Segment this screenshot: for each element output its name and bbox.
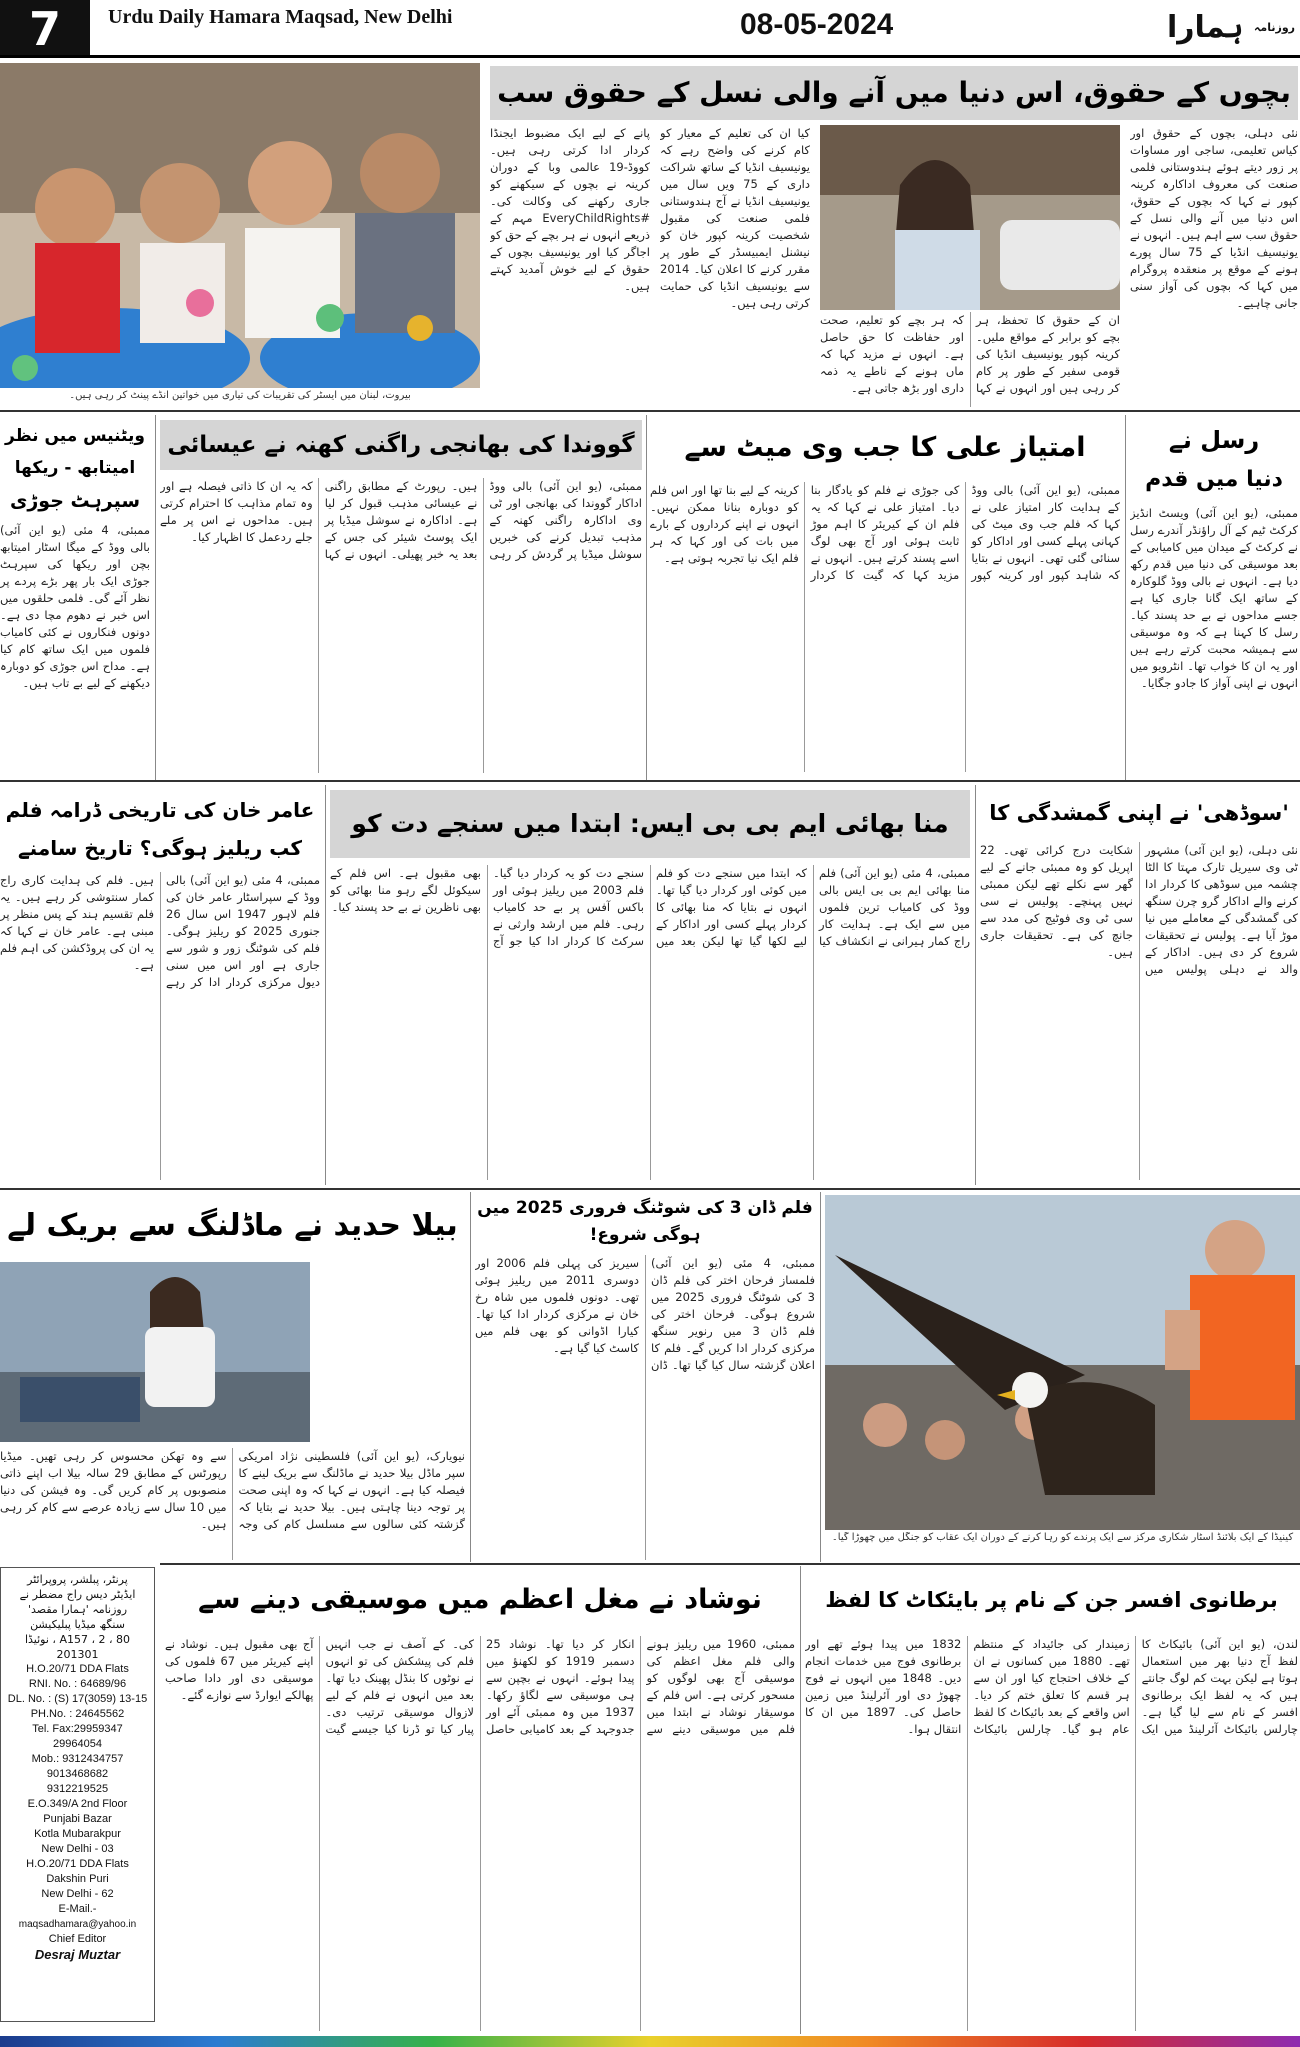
story5-headline-3: سپرہٹ جوڑی: [9, 490, 141, 512]
tel-fax-2: 29964054: [53, 1738, 102, 1750]
story4-body: ممبئی، (یو این آئی) بالی ووڈ اداکار گووندا کی بھانجی اور ٹی وی اداکارہ راگنی کھنہ کے مذہب تبدیل کرنے کی خبریں سوشل میڈیا پر گردش کر رہی ہیں۔ رپورٹ کے مطابق راگنی نے عیسائی مذہب قبول کر لیا ہے۔ اداکارہ نے سوشل میڈیا پر ایک پوسٹ شیئر کی جس کے بعد یہ خبر پھیلی۔ انہوں نے کہا کہ یہ ان کا ذاتی فیصلہ ہے اور وہ تمام مذاہب کا احترام کرتی ہیں۔ مداحوں نے اس پر ملے جلے ردعمل کا اظہار کیا۔: [160, 479, 642, 561]
brand-logo: [1080, 4, 1295, 52]
imprint-box: [0, 1567, 155, 2022]
story5-headline-1: ویٹنیس میں نظر: [5, 426, 145, 446]
story3-headline: امتیاز علی کا جب وی میٹ سے: [684, 432, 1086, 463]
story7-headline: منا بھائی ایم بی بی ایس: ابتدا میں سنجے دت کو: [330, 790, 970, 858]
editor-role: Chief Editor: [48, 1933, 107, 1945]
easter-eggs-image: [0, 63, 480, 388]
editor-name: Desraj Muztar: [34, 1947, 121, 1962]
story7-body: ممبئی، 4 مئی (یو این آئی) فلم منا بھائی ایم بی بی ایس بالی ووڈ کی کامیاب ترین فلموں میں سے ایک ہے۔ ہدایت کار راج کمار ہیرانی نے انکشاف کیا کہ ابتدا میں سنجے دت کو فلم میں کوئی اور کردار دیا گیا تھا۔ انہوں نے بتایا کہ منا بھائی کا کردار پہلے کسی اور اداکار کے لیے لکھا گیا تھا لیکن بعد میں سنجے دت کو یہ کردار دیا گیا۔ فلم 2003 میں ریلیز ہوئی اور باکس آفس پر بے حد کامیاب رہی۔ فلم میں ارشد وارثی نے سرکٹ کا کردار ادا کیا جو آج بھی مقبول ہے۔ اس فلم کے سیکوئل لگے رہو منا بھائی کو بھی ناظرین نے بے حد پسند کیا۔: [330, 866, 970, 948]
story12-headline: برطانوی افسر جن کے نام پر بایئکاٹ کا لفظ: [825, 1588, 1278, 1612]
story2-headline-2: دنیا میں قدم: [1145, 467, 1283, 492]
story13-headline: نوشاد نے مغل اعظم میں موسیقی دینے سے: [198, 1584, 762, 1615]
page-number: 7: [0, 0, 90, 58]
office-address: New Delhi - 62: [41, 1888, 114, 1900]
imprint-line: سنگھ میڈیا پبلیکیشن: [30, 1618, 125, 1631]
bottom-color-bar: [0, 2036, 1300, 2047]
story8-headline: 'سوڈھی' نے اپنی گمشدگی کا: [989, 801, 1289, 825]
divider: [325, 785, 326, 1185]
story1-headline: بچوں کے حقوق، اس دنیا میں آنے والی نسل کے حقوق سب: [490, 66, 1298, 120]
divider: [160, 1563, 1300, 1565]
divider: [0, 780, 1300, 782]
story9-body: نیویارک، (یو این آئی) فلسطینی نژاد امریکی سپر ماڈل بیلا حدید نے ماڈلنگ سے بریک لینے کا فیصلہ کیا ہے۔ انہوں نے کہا کہ وہ اپنی صحت پر توجہ دینا چاہتی ہیں۔ بیلا حدید نے بتایا کہ گزشتہ کئی سالوں سے مسلسل کام کی وجہ سے وہ تھکن محسوس کر رہی تھیں۔ میڈیا رپورٹس کے مطابق 29 سالہ بیلا اب اپنے ذاتی منصوبوں پر کام کریں گی۔ وہ فیشن کی دنیا میں 10 سال سے زیادہ عرصے سے کام کر رہی ہیں۔: [0, 1449, 465, 1531]
divider: [975, 785, 976, 1185]
story1-col4: پانے کے لیے ایک مضبوط ایجنڈا کردار ادا کرتی رہی ہیں۔ کووڈ-19 عالمی وبا کے دوران کرینہ نے بچوں کے سیکھنے کو جاری رکھنے کی وکالت کی۔ #EveryChildRights مہم کے ذریعے انہوں نے ہر بچے کے حق کو اجاگر کیا اور یونیسیف بچوں کے حقوق کے لیے خوش آمدید کہتے ہیں۔: [490, 126, 650, 293]
story2-body: ممبئی، (یو این آئی) ویسٹ انڈیز کرکٹ ٹیم کے آل راؤنڈر آندرے رسل نے کرکٹ کے میدان میں کامیابی کے بعد موسیقی کی دنیا میں قدم رکھ دیا ہے۔ انہوں نے بالی ووڈ گلوکارہ کے ساتھ ایک گانا جاری کیا ہے جسے مداحوں نے بے حد پسند کیا۔ رسل کا کہنا ہے کہ وہ موسیقی سے ہمیشہ محبت کرتے رہے ہیں اور یہ ان کا خواب تھا۔ انٹرویو میں انہوں نے اپنی آواز کا جادو جگایا۔: [1130, 506, 1298, 690]
divider: [470, 1192, 471, 1562]
dl-number: DL. No. : (S) 17(3059) 13-15: [7, 1693, 148, 1705]
divider: [820, 1192, 821, 1562]
publication-date: 08-05-2024: [740, 8, 894, 41]
story5-body: ممبئی، 4 مئی (یو این آئی) بالی ووڈ کے میگا اسٹار امیتابھ بچن اور ریکھا کی سپرہٹ جوڑی ایک بار پھر بڑے پردے پر نظر آئے گی۔ فلمی حلقوں میں اس خبر نے دھوم مچا دی ہے۔ دونوں فنکاروں نے کئی کامیاب فلموں میں ایک ساتھ کام کیا ہے۔ مداح اس جوڑی کو دوبارہ دیکھنے کے لیے بے تاب ہیں۔: [0, 523, 150, 690]
divider: [155, 415, 156, 780]
eagle-photo-caption: کینیڈا کے ایک بلائنڈ اسٹار شکاری مرکز سے ایک پرندے کو رہا کرنے کے دوران ایک عقاب کو جنگل میں چھوڑا گیا۔: [831, 1532, 1294, 1543]
story12-body: لندن، (یو این آئی) بائیکاٹ کا لفظ آج دنیا بھر میں استعمال ہوتا ہے لیکن بہت کم لوگ جانتے ہیں کہ یہ لفظ ایک برطانوی افسر کے نام سے لیا گیا ہے۔ چارلس بائیکاٹ آئرلینڈ میں ایک زمیندار کی جائیداد کے منتظم تھے۔ 1880 میں کسانوں نے ان کے خلاف احتجاج کیا اور ان سے ہر قسم کا تعلق ختم کر دیا۔ اس واقعے کے بعد بائیکاٹ کا لفظ عام ہو گیا۔ چارلس بائیکاٹ 1832 میں پیدا ہوئے تھے اور برطانوی فوج میں خدمات انجام دیں۔ 1848 میں انہوں نے فوج چھوڑ دی اور آئرلینڈ میں زمین حاصل کی۔ 1897 میں ان کا انتقال ہوا۔: [805, 1637, 1298, 1736]
imprint-line: روزنامہ 'ہمارا مقصد': [27, 1603, 128, 1616]
imprint-line: ایڈیٹر دیس راج مضطر نے: [19, 1588, 136, 1601]
phone-number: PH.No. : 24645562: [30, 1708, 125, 1720]
story13-body: ممبئی، 1960 میں ریلیز ہونے والی فلم مغل اعظم کی موسیقی آج بھی لوگوں کو مسحور کرتی ہے۔ اس فلم کے موسیقار نوشاد نے ابتدا میں فلم میں موسیقی دینے سے انکار کر دیا تھا۔ نوشاد 25 دسمبر 1919 کو لکھنؤ میں پیدا ہوئے۔ انہوں نے بچپن سے ہی موسیقی سے لگاؤ رکھا۔ 1937 میں وہ ممبئی آئے اور جدوجہد کے بعد کامیابی حاصل کی۔ کے آصف نے جب انہیں فلم کی پیشکش کی تو انہوں نے نوٹوں کا بنڈل پھینک دیا تھا۔ بعد میں انہوں نے فلم کے لیے لازوال موسیقی ترتیب دی۔ پیار کیا تو ڈرنا کیا جیسے گیت آج بھی مقبول ہیں۔ نوشاد نے اپنے کیریئر میں 67 فلموں کی موسیقی دی اور دادا صاحب پھالکے ایوارڈ سے نوازے گئے۔: [165, 1637, 795, 1736]
story1-col1: نئی دہلی، بچوں کے حقوق اور کیاس تعلیمی، ساجی اور مساوات پر زور دیتے ہوئے ہندوستانی فلمی صنعت کی معروف اداکارہ کرینہ کپور نے کہا کہ بچوں کے حقوق، اس دنیا میں آنے والی نسل کے حقوق سب سے اہم ہیں۔ انہوں نے یونیسیف انڈیا کے 75 سال پورے ہونے کے موقع پر منعقدہ پروگرام میں کہا کہ بچوں کی آواز سنی جانی چاہیے۔: [1130, 126, 1298, 310]
brand-sub: روزنامہ: [1253, 21, 1295, 34]
eagle-image: [825, 1195, 1300, 1530]
office-address: H.O.20/71 DDA Flats: [26, 1858, 129, 1870]
story10-body: ممبئی، 4 مئی (یو این آئی) فلمساز فرحان اختر کی فلم ڈان 3 کی شوٹنگ فروری 2025 میں شروع ہوگی۔ فرحان اختر کی فلم ڈان 3 میں رنویر سنگھ مرکزی کردار ادا کریں گے۔ فلم کا اعلان گزشتہ سال کیا گیا تھا۔ ڈان سیریز کی پہلی فلم 2006 اور دوسری 2011 میں ریلیز ہوئی تھی۔ دونوں فلموں میں شاہ رخ خان نے مرکزی کردار ادا کیا تھا۔ کیارا اڈوانی کو بھی فلم میں کاسٹ کیا گیا ہے۔: [475, 1256, 815, 1372]
divider: [646, 415, 647, 780]
masthead: [0, 0, 1300, 58]
divider: [0, 1188, 1300, 1190]
story6-headline-1: عامر خان کی تاریخی ڈرامہ فلم: [5, 798, 315, 822]
office-address: Kotla Mubarakpur: [34, 1828, 121, 1840]
story9-headline: بیلا حدید نے ماڈلنگ سے بریک لے: [7, 1208, 458, 1243]
rni-number: RNI. No. : 64689/96: [28, 1678, 127, 1690]
office-address: Punjabi Bazar: [43, 1813, 112, 1825]
mobile-number: 9312219525: [46, 1783, 109, 1795]
office-address: E.O.349/A 2nd Floor: [27, 1798, 128, 1810]
office-address: Dakshin Puri: [46, 1873, 109, 1885]
email-label: E-Mail.-: [58, 1903, 97, 1915]
divider: [800, 1566, 801, 2034]
eagle-photo: [825, 1195, 1300, 1530]
imprint-address: A157 ، 2 ، 80 ، نوئیڈا 201301: [24, 1633, 131, 1661]
story8-body: نئی دہلی، (یو این آئی) مشہور ٹی وی سیریل تارک مہتا کا الٹا چشمہ میں سوڈھی کا کردار ادا کرنے والے اداکار گرو چرن سنگھ کی گمشدگی کے معاملے میں نیا موڑ آیا ہے۔ پولیس نے تحقیقات شروع کر دی ہیں۔ اداکار کے والد نے دہلی پولیس میں شکایت درج کرائی تھی۔ 22 اپریل کو وہ ممبئی جانے کے لیے گھر سے نکلے تھے لیکن ممبئی نہیں پہنچے۔ پولیس نے سی سی ٹی وی فوٹیج کی مدد سے جانچ کی ہے۔ تحقیقات جاری ہیں۔: [980, 843, 1298, 976]
story10-headline: فلم ڈان 3 کی شوٹنگ فروری 2025 میں ہوگی شروع!: [477, 1198, 813, 1245]
mobile-number: 9013468682: [46, 1768, 109, 1780]
divider: [0, 410, 1300, 412]
easter-photo-caption: بیروت، لبنان میں ایسٹر کی تقریبات کی تیاری میں خواتین انڈے پینٹ کر رہی ہیں۔: [69, 390, 411, 401]
story5-headline-2: امیتابھ - ریکھا: [14, 458, 136, 478]
easter-eggs-photo: [0, 63, 480, 388]
story3-body: ممبئی، (یو این آئی) بالی ووڈ کے ہدایت کار امتیاز علی نے کہا کہ فلم جب وی میٹ کی کہانی پہلے کسی اور اداکار کو سنائی گئی تھی۔ انہوں نے بتایا کہ شاہد کپور اور کرینہ کپور کی جوڑی نے فلم کو یادگار بنا دیا۔ امتیاز علی نے کہا کہ یہ فلم ان کے کیریئر کا اہم موڑ ثابت ہوئی اور آج بھی لوگ اسے پسند کرتے ہیں۔ انہوں نے مزید کہا کہ گیت کا کردار کرینہ کے لیے بنا تھا اور اس فلم کو دوبارہ بنانا ممکن نہیں۔ انہوں نے اپنے کرداروں کے بارے میں بات کی اور کہا کہ ہر فلم ایک نیا تجربہ ہوتی ہے۔: [650, 483, 1120, 582]
tel-fax: Tel. Fax:29959347: [32, 1723, 123, 1735]
bella-hadid-image: [0, 1262, 310, 1442]
story2-headline-1: رسل نے: [1168, 426, 1260, 454]
story1-col3: کیا ان کی تعلیم کے معیار کو کام کرنے کی واضح رہے کہ یونیسیف انڈیا کے ساتھ شراکت داری کے 75 ویں سال میں یونیسیف انڈیا نے آج ہندوستانی فلمی صنعت کی مقبول شخصیت کرینہ کپور خان کو نیشنل ایمبیسڈر کے طور پر مقرر کرنے کا اعلان کیا۔ 2014 سے یونیسیف انڈیا کی حمایت کرتی رہی ہیں۔: [660, 126, 810, 310]
office-address: New Delhi - 03: [41, 1843, 114, 1855]
email-address[interactable]: maqsadhamara@yahoo.in: [18, 1919, 137, 1930]
imprint-line: پرنٹر، پبلشر، پروپرائٹر: [27, 1573, 128, 1586]
brand-title: ہمارا: [1167, 10, 1244, 45]
story1-col2: ان کے حقوق کا تحفظ، ہر بچے کو برابر کے مواقع ملیں۔ کرینہ کپور یونیسیف انڈیا کی قومی سفیر کے طور پر کام کر رہی ہیں اور انہوں نے کہا کہ ہر بچے کو تعلیم، صحت اور حفاظت کا حق حاصل ہے۔ انہوں نے مزید کہا کہ ماں ہونے کے ناطے یہ ذمہ داری اور بڑھ جاتی ہے۔: [820, 313, 1120, 395]
mobile-number: Mob.: 9312434757: [31, 1753, 124, 1765]
story4-headline: گووندا کی بھانجی راگنی کھنہ نے عیسائی: [160, 420, 642, 470]
imprint-address: H.O.20/71 DDA Flats: [26, 1663, 129, 1675]
story6-headline-2: کب ریلیز ہوگی؟ تاریخ سامنے: [17, 836, 303, 860]
kareena-photo: [820, 125, 1120, 310]
divider: [1125, 415, 1126, 780]
story6-body: ممبئی، 4 مئی (یو این آئی) بالی ووڈ کے سپراسٹار عامر خان کی فلم لاہور 1947 اس سال 26 جنوری 2025 کو ریلیز ہوگی۔ فلم کی شوٹنگ زور و شور سے جاری ہے اور اس میں سنی دیول مرکزی کردار ادا کر رہے ہیں۔ فلم کی ہدایت کاری راج کمار سنتوشی کر رہے ہیں۔ یہ فلم تقسیم ہند کے پس منظر پر مبنی ہے۔ عامر خان نے کہا کہ یہ ان کی پروڈکشن کی اہم فلم ہے۔: [0, 873, 320, 989]
publication-name: Urdu Daily Hamara Maqsad, New Delhi: [108, 6, 453, 28]
bella-hadid-photo: [0, 1262, 310, 1442]
kareena-image: [820, 125, 1120, 310]
